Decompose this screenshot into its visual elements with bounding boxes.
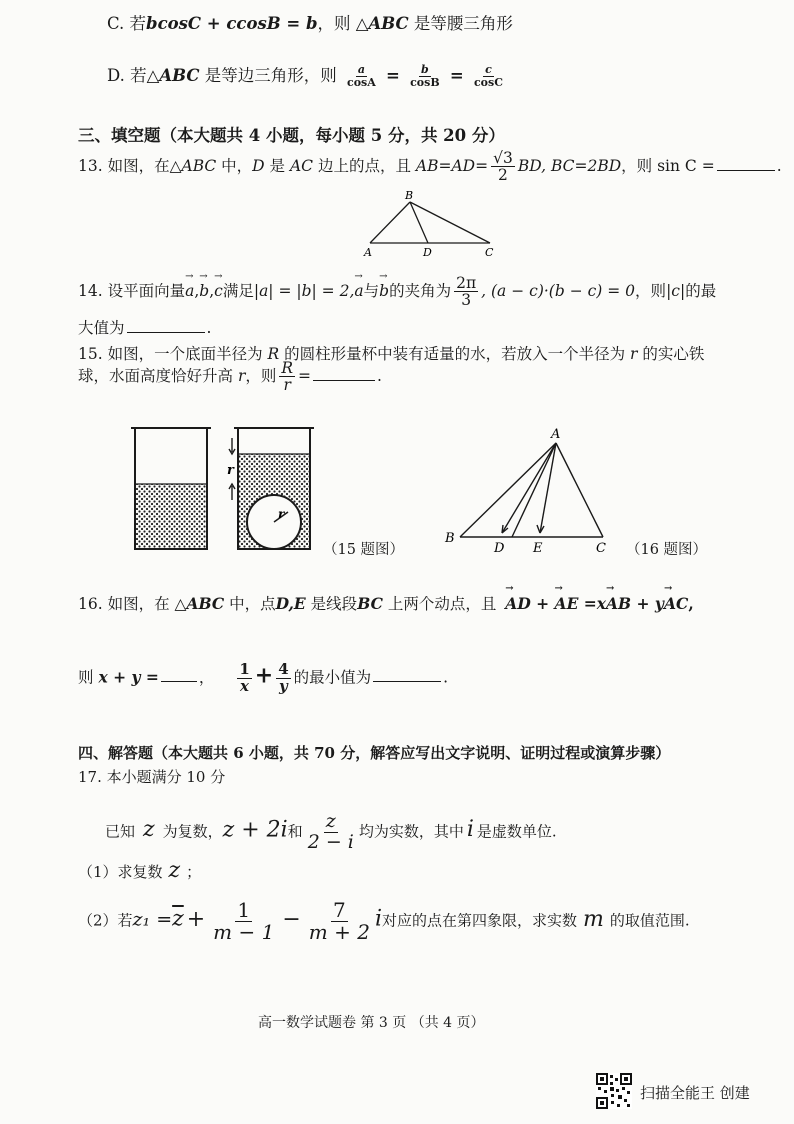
q16-label-c: C — [596, 541, 606, 555]
q14-condition-1: |a| = |b| = 2, — [253, 281, 355, 300]
q17-i: i — [374, 906, 382, 932]
q15-text: ，则 — [245, 366, 277, 385]
frac-num: b — [421, 63, 429, 77]
frac-num: c — [485, 63, 492, 77]
period: . — [443, 668, 449, 687]
q16-text: 中，点 — [224, 595, 276, 613]
q17-text: 已知 — [105, 822, 136, 841]
fraction-b-cosB — [408, 64, 442, 88]
q16-text: 是线段 — [305, 595, 358, 613]
q16-text: 16. 如图，在 △ — [78, 595, 187, 613]
q17-text: 和 — [287, 822, 303, 841]
vector-b: → b — [379, 282, 389, 300]
frac-num: 2π — [456, 274, 477, 292]
q14-text: 的最 — [685, 281, 717, 300]
q16-equation: + y — [631, 594, 664, 613]
q17-fraction-7-over-m-plus-2 — [307, 900, 372, 943]
q13-triangle-figure — [360, 188, 500, 260]
frac-den: r — [283, 376, 291, 395]
q15-R-over-r — [279, 360, 295, 394]
q17-z-conjugate: $\overline{z}$ — [172, 906, 184, 932]
q17-part-1-text: （1）求复数 — [78, 863, 163, 881]
q15-rise-label: r — [227, 463, 234, 478]
q16-points: D,E — [275, 594, 306, 613]
q17-part-2-text: （2）若 — [78, 911, 133, 930]
minus-sign: − — [282, 906, 301, 932]
q16-equation: =x — [578, 594, 607, 613]
q15-caption: （15 题图） — [323, 542, 405, 558]
vector-ad: → AD — [505, 594, 530, 613]
equals-sign: = — [386, 66, 400, 85]
q17-text: 是虚数单位. — [476, 822, 557, 841]
q15-r: r — [630, 345, 638, 363]
q13-segment-ac: AC — [289, 156, 314, 175]
question-14-line-2 — [78, 316, 211, 338]
frac-num: a — [357, 63, 365, 77]
q17-i: i — [466, 817, 474, 843]
period: . — [206, 319, 212, 337]
q15-text: 球，水面高度恰好升高 — [78, 366, 238, 385]
q15-R: R — [267, 345, 280, 363]
equals-sign: = — [449, 66, 464, 85]
q17-part-2-text: 对应的点在第四象限，求实数 — [382, 911, 578, 930]
q14-text: 满足 — [222, 281, 254, 300]
q17-part-1 — [78, 858, 201, 883]
q14-abs-c: |c| — [666, 281, 686, 300]
vector-b: → b — [199, 282, 209, 300]
q17-z: z — [168, 858, 181, 883]
frac-den: y — [279, 676, 288, 695]
q17-m: m — [583, 906, 604, 932]
comma: , — [688, 594, 694, 613]
q16-label-a: A — [551, 427, 561, 442]
option-d-mid: 是等边三角形，则 — [199, 66, 337, 85]
frac-num: 7 — [333, 898, 346, 922]
q17-z: z — [143, 817, 155, 843]
frac-den: cosC — [473, 76, 503, 89]
q13-text: 13. 如图，在△ — [78, 156, 182, 175]
plus-sign: + — [186, 906, 206, 932]
frac-num: R — [281, 359, 294, 377]
q16-triangle: ABC — [186, 594, 225, 613]
q13-point-d: D — [252, 156, 265, 175]
q13-text: ，则 sin C = — [621, 156, 715, 175]
section-4-title: 四、解答题（本大题共 6 小题，共 70 分，解答应写出文字说明、证明过程或演算步骤） — [78, 744, 671, 762]
frac-den: 2 — [498, 166, 508, 185]
q13-label-c: C — [485, 246, 494, 259]
q16-triangle-figure — [440, 425, 620, 555]
q17-statement — [105, 812, 557, 853]
page-footer: 高一数学试题卷 第 3 页 （共 4 页） — [258, 1015, 485, 1031]
q17-expression: z + 2i — [222, 817, 288, 843]
q17-z1: z₁ = — [132, 908, 173, 931]
vector-ae: → AE — [555, 594, 579, 613]
q14-condition-2: , (a − c)·(b − c) = 0 — [481, 281, 636, 300]
frac-num: 1 — [239, 660, 250, 678]
q14-text: ，则 — [635, 281, 667, 300]
q16-label-d: D — [494, 541, 505, 555]
option-c-triangle: ABC — [368, 14, 409, 33]
question-13 — [78, 150, 782, 184]
option-c-mid: ，则 △ — [317, 14, 369, 33]
frac-num: √3 — [493, 149, 513, 167]
option-d-prefix: D. 若△ — [107, 66, 160, 85]
q13-triangle: ABC — [181, 156, 217, 175]
vector-ac: → AC — [664, 594, 688, 613]
vector-a: → a — [185, 282, 194, 300]
q16-caption: （16 题图） — [626, 542, 708, 558]
frac-den: m − 1 — [213, 920, 275, 944]
vector-c: → c — [214, 282, 223, 300]
q15-r: r — [237, 366, 246, 385]
answer-blank — [127, 331, 205, 333]
q12-option-d — [107, 62, 508, 89]
q16-sum: x + y = — [98, 667, 159, 687]
q15-text: 的实心铁 — [637, 345, 705, 363]
answer-blank — [717, 169, 775, 171]
semicolon: ； — [186, 863, 202, 881]
q17-fraction-z-over-2-minus-i — [306, 812, 356, 853]
q17-title: 17. 本小题满分 10 分 — [78, 768, 226, 786]
plus-sign: + — [254, 662, 274, 689]
frac-den: cosB — [410, 76, 440, 89]
q14-text: 14. 设平面向量 — [78, 281, 186, 300]
answer-blank — [161, 680, 197, 682]
q17-part-2 — [78, 900, 690, 943]
q17-part-2-text: 的取值范围. — [609, 911, 690, 930]
q13-equation: AB=AD= — [415, 156, 489, 175]
frac-num: 4 — [278, 660, 289, 678]
q16-fraction-4-over-y — [276, 662, 290, 695]
q17-text: 为复数， — [162, 822, 223, 841]
question-14: 14. 设平面向量→ a,→ b,→ c满足|a| = |b| = 2,→ a与→ b的夹角为 $\frac{2\pi}{3}$ , (a − c)·(b − c) = 0，则|c|的最 — [78, 275, 716, 309]
q16-text: ， — [198, 668, 215, 687]
q14-text: 与 — [363, 281, 380, 300]
q13-sqrt3-over-2 — [491, 150, 515, 184]
vector-ab: → AB — [606, 594, 631, 613]
q13-equation: BD, BC=2BD — [517, 156, 622, 175]
question-15-line-2 — [78, 360, 382, 394]
q16-label-b: B — [445, 531, 455, 546]
q15-text: 的圆柱形量杯中装有适量的水，若放入一个半径为 — [279, 345, 631, 363]
question-16-line-2 — [78, 662, 448, 695]
frac-den: m + 2 — [308, 920, 370, 944]
q14-text: 大值为 — [78, 319, 125, 337]
frac-den: 3 — [461, 291, 472, 310]
period: . — [377, 366, 382, 385]
fraction-c-cosC — [472, 64, 505, 88]
q16-fraction-1-over-x — [237, 662, 251, 695]
q13-label-d: D — [423, 246, 432, 259]
option-d-triangle: ABC — [159, 66, 200, 85]
vector-a: → a — [354, 282, 363, 300]
question-16 — [78, 592, 694, 614]
equals-sign: = — [298, 366, 312, 385]
q13-text: 是 — [264, 156, 290, 175]
frac-den: cosA — [347, 76, 376, 89]
q16-label-e: E — [533, 541, 543, 555]
q13-label-a: A — [364, 246, 372, 259]
qr-code-icon — [596, 1073, 632, 1109]
section-3-title: 三、填空题（本大题共 4 小题，每小题 5 分，共 20 分） — [78, 126, 505, 145]
q16-text: 上两个动点，且 — [382, 595, 497, 613]
q13-text: 中， — [216, 156, 253, 175]
plus-sign: + — [530, 594, 555, 613]
period: . — [776, 156, 782, 175]
q13-text: 边上的点，且 — [313, 156, 416, 175]
answer-blank — [373, 680, 441, 682]
fraction-a-cosA — [345, 64, 378, 88]
answer-blank — [313, 379, 375, 381]
q17-text: 均为实数，其中 — [358, 822, 464, 841]
q12-option-c — [107, 10, 513, 34]
q13-label-b: B — [405, 189, 414, 202]
q16-text: 的最小值为 — [293, 668, 372, 687]
q15-text: 15. 如图，一个底面半径为 — [78, 345, 268, 363]
q15-ball-radius-label: r — [278, 507, 285, 521]
q15-beakers-figure — [128, 420, 328, 556]
q17-fraction-1-over-m-minus-1 — [211, 900, 276, 943]
scanner-stamp-text: 扫描全能王 创建 — [640, 1084, 750, 1102]
option-c-prefix: C. 若 — [107, 14, 147, 33]
option-c-expression: bcosC + ccosB = b — [146, 14, 318, 33]
q16-text: 则 — [78, 668, 99, 687]
q14-text: 的夹角为 — [389, 281, 452, 300]
q16-segment: BC — [357, 594, 383, 613]
q14-angle-fraction — [454, 275, 478, 309]
frac-num: 1 — [237, 898, 251, 922]
frac-den: x — [240, 676, 249, 695]
option-c-tail: 是等腰三角形 — [408, 14, 513, 33]
frac-den: 2 − i — [307, 830, 354, 853]
frac-num: z — [325, 810, 336, 832]
